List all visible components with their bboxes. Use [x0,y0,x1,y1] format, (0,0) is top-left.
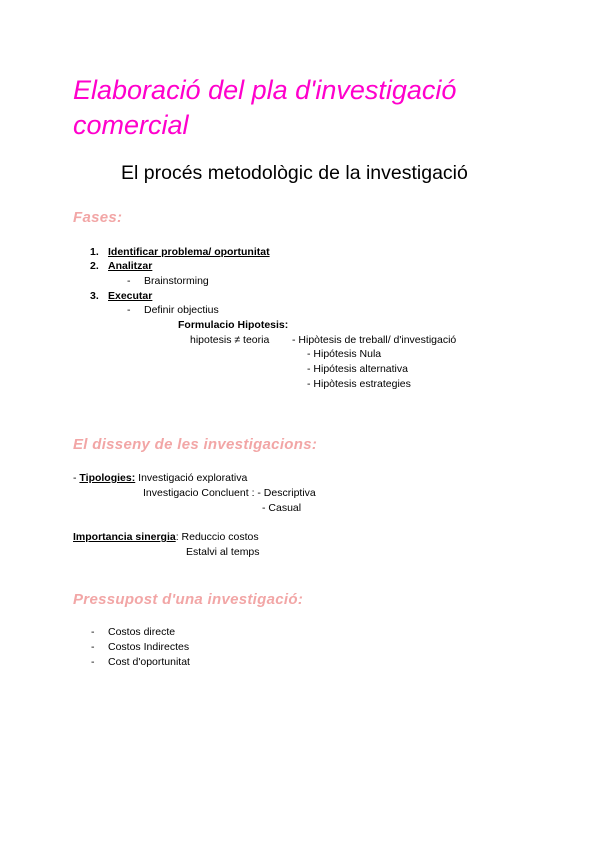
tipologies-prefix: - [73,472,80,484]
list-dash: - [127,304,131,316]
sinergia-first: : Reduccio costos [175,531,259,543]
hipotesi-teoria-text: hipotesis ≠ teoria [190,334,270,346]
list-item-definir-objectius: Definir objectius [144,304,219,316]
list-dash: - [91,641,95,653]
section-heading-fases: Fases: [73,209,123,226]
concluent-line: Investigacio Concluent : - Descriptiva [143,487,316,499]
formulacio-hipotesis-label: Formulacio Hipotesis: [178,319,289,331]
hipotesis-item: - Hipòtesis de treball/ d'investigació [292,334,457,346]
hipotesis-item: - Hipótesis Nula [307,348,382,360]
casual-line: - Casual [262,502,302,514]
section-heading-pressupost: Pressupost d'una investigació: [73,591,304,608]
tipologies-first: Investigació explorativa [135,472,248,484]
hipotesis-item: - Hipòtesis estrategies [307,378,411,390]
list-dash: - [127,275,131,287]
list-item-executar: Executar [108,290,153,302]
page-title: Elaboració del pla d'investigació comercial [73,75,457,140]
tipologies-label: Tipologies: [79,472,136,484]
tipologies-line [73,471,247,486]
list-item-costos-indirectes: Costos Indirectes [108,641,190,653]
list-number: 2. [90,260,99,272]
list-dash: - [91,626,95,638]
list-number: 3. [90,290,99,302]
list-item-analitzar: Analitzar [108,260,153,272]
list-item-identificar: Identificar problema/ oportunitat [108,246,270,258]
hipotesis-item: - Hipótesis alternativa [307,363,408,375]
page-subtitle: El procés metodològic de la investigació [121,162,468,184]
sinergia-second: Estalvi al temps [186,546,260,558]
sinergia-line [73,530,259,545]
list-number: 1. [90,246,99,258]
list-item-brainstorming: Brainstorming [144,275,209,287]
sinergia-label: Importancia sinergia [73,531,176,543]
list-item-costos-directe: Costos directe [108,626,176,638]
list-item-cost-oportunitat: Cost d'oportunitat [108,656,190,668]
list-dash: - [91,656,95,668]
section-heading-disseny: El disseny de les investigacions: [73,436,318,453]
